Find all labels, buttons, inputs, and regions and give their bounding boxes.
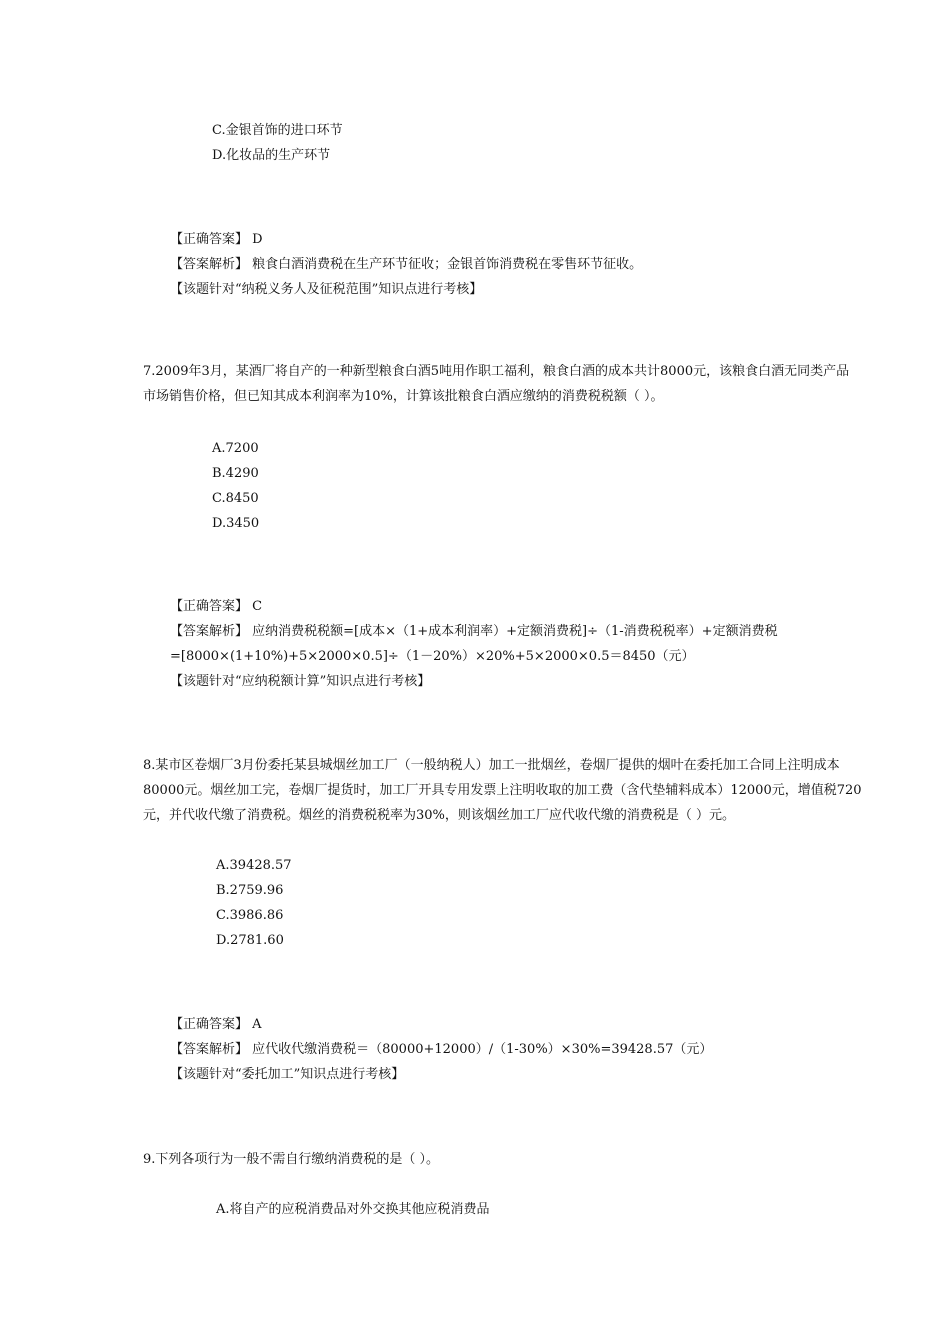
q7-option-a: A.7200 [212,441,259,456]
q7-correct-answer: 【正确答案】 C [170,599,263,614]
q7-stem-line-2: 市场销售价格，但已知其成本利润率为10%，计算该批粮食白酒应缴纳的消费税税额（ ）。 [143,389,664,404]
q8-correct-answer: 【正确答案】 A [170,1017,262,1032]
q8-knowledge-point: 【该题针对“委托加工”知识点进行考核】 [170,1067,405,1082]
q7-option-d: D.3450 [212,516,260,531]
q6-option-d: D.化妆品的生产环节 [212,148,331,163]
q6-option-c: C.金银首饰的进口环节 [212,123,343,138]
q8-option-b: B.2759.96 [216,883,284,898]
q7-answer-analysis-line-1: 【答案解析】 应纳消费税税额=[成本×（1+成本利润率）+定额消费税]÷（1-消费税税率）+定额消费税 [170,624,778,639]
q8-stem-line-2: 80000元。烟丝加工完，卷烟厂提货时，加工厂开具专用发票上注明收取的加工费（含代垫辅料成本）12000元，增值税720 [143,783,862,798]
q8-stem-line-3: 元，并代收代缴了消费税。烟丝的消费税税率为30%，则该烟丝加工厂应代收代缴的消费税是（ ）元。 [143,808,736,823]
q7-stem-line-1: 7.2009年3月，某酒厂将自产的一种新型粮食白酒5吨用作职工福利，粮食白酒的成本共计8000元，该粮食白酒无同类产品 [143,364,850,379]
q8-answer-analysis: 【答案解析】 应代收代缴消费税＝（80000+12000）/（1-30%）×30%=39428.57（元） [170,1042,713,1057]
q9-stem: 9.下列各项行为一般不需自行缴纳消费税的是（ ）。 [143,1152,440,1167]
q6-correct-answer: 【正确答案】 D [170,232,263,247]
q6-knowledge-point: 【该题针对“纳税义务人及征税范围”知识点进行考核】 [170,282,483,297]
q8-option-d: D.2781.60 [216,933,284,948]
q8-stem-line-1: 8.某市区卷烟厂3月份委托某县城烟丝加工厂（一般纳税人）加工一批烟丝，卷烟厂提供的烟叶在委托加工合同上注明成本 [143,758,840,773]
q8-option-a: A.39428.57 [216,858,292,873]
q7-answer-analysis-line-2: =[8000×(1+10%)+5×2000×0.5]÷（1－20%）×20%+5×2000×0.5＝8450（元） [170,649,695,664]
q7-knowledge-point: 【该题针对“应纳税额计算”知识点进行考核】 [170,674,431,689]
q9-option-a: A.将自产的应税消费品对外交换其他应税消费品 [216,1202,490,1217]
q7-option-b: B.4290 [212,466,259,481]
q8-option-c: C.3986.86 [216,908,284,923]
q7-option-c: C.8450 [212,491,259,506]
q6-answer-analysis: 【答案解析】 粮食白酒消费税在生产环节征收；金银首饰消费税在零售环节征收。 [170,257,643,272]
